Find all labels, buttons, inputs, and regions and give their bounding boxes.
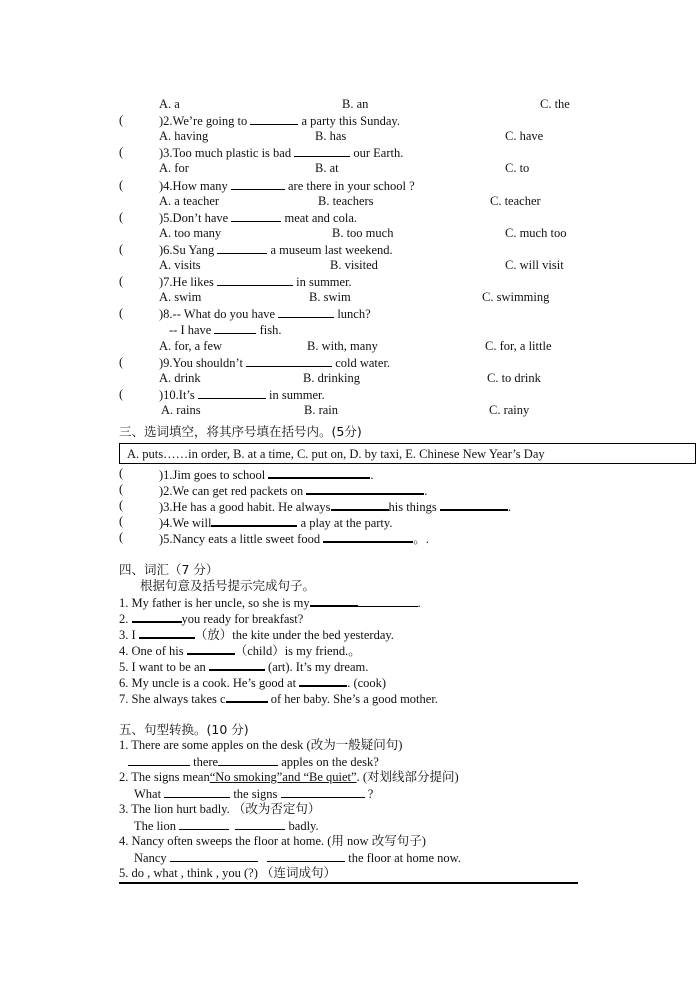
q8-option-c: C. for, a little <box>485 339 552 353</box>
q6-option-c: C. will visit <box>505 258 564 272</box>
p5-s1-answer: there apples on the desk? <box>128 754 379 770</box>
p4-item-5: 5. I want to be an (art). It’s my dream. <box>119 660 369 674</box>
q9-paren: ( <box>119 355 124 369</box>
q2-option-c: C. have <box>505 129 544 143</box>
q8-paren: ( <box>119 306 124 320</box>
p3-item-3-paren: ( <box>119 498 124 512</box>
p5-s5-question: 5. do , what , think , you (?) （连词成句） <box>119 866 336 880</box>
p3-item-3: )3.He has a good habit. He always his things . <box>159 500 512 514</box>
section-4-instruction: 根据句意及括号提示完成句子。 <box>140 578 316 593</box>
p3-item-2-paren: ( <box>119 482 124 496</box>
q9-option-c: C. to drink <box>487 371 541 385</box>
q5-option-a: A. too many <box>159 226 222 240</box>
q10-option-b: B. rain <box>304 403 339 417</box>
q2-option-b: B. has <box>315 129 347 143</box>
p3-item-4: )4.We will a play at the party. <box>159 516 393 530</box>
q4-option-c: C. teacher <box>490 194 541 208</box>
p3-item-4-paren: ( <box>119 514 124 528</box>
q9-option-a: A. drink <box>159 371 201 385</box>
p4-item-7: 7. She always takes c of her baby. She’s a good mother. <box>119 692 438 706</box>
p3-item-5-paren: ( <box>119 530 124 544</box>
p4-item-2: 2. you ready for breakfast? <box>119 612 304 626</box>
q3-paren: ( <box>119 145 124 159</box>
section-5-heading: 五、句型转换。(10 分) <box>119 722 249 737</box>
q6-paren: ( <box>119 242 124 256</box>
answer-line <box>119 882 578 884</box>
q2-option-a: A. having <box>159 129 209 143</box>
q10-option-a: A. rains <box>161 403 201 417</box>
q3-option-c: C. to <box>505 161 530 175</box>
q10-option-c: C. rainy <box>489 403 530 417</box>
q6-option-a: A. visits <box>159 258 201 272</box>
q6-option-b: B. visited <box>330 258 378 272</box>
question-8: )8.-- What do you have lunch? <box>159 307 371 321</box>
q7-option-a: A. swim <box>159 290 202 304</box>
q8-option-a: A. for, a few <box>159 339 223 353</box>
word-bank-options: A. puts……in order, B. at a time, C. put on, D. by taxi, E. Chinese New Year’s Day <box>127 447 545 461</box>
q4-paren: ( <box>119 178 124 192</box>
section-4-heading: 四、词汇（7 分） <box>119 562 219 577</box>
p4-item-4: 4. One of his （child）is my friend.。 <box>119 644 361 658</box>
question-6: )6.Su Yang a museum last weekend. <box>159 243 393 257</box>
q4-option-b: B. teachers <box>318 194 374 208</box>
q2-paren: ( <box>119 113 124 127</box>
q4-option-a: A. a teacher <box>159 194 220 208</box>
question-5: )5.Don’t have meat and cola. <box>159 211 358 225</box>
q10-paren: ( <box>119 387 124 401</box>
p4-item-6: 6. My uncle is a cook. He’s good at . (cook) <box>119 676 387 690</box>
p5-s4-question: 4. Nancy often sweeps the floor at home. (用 now 改写句子) <box>119 834 426 848</box>
p3-item-1: )1.Jim goes to school . <box>159 468 374 482</box>
q3-option-a: A. for <box>159 161 189 175</box>
q5-paren: ( <box>119 210 124 224</box>
p5-s3-answer: The lion badly. <box>134 819 319 833</box>
q5-option-b: B. too much <box>332 226 394 240</box>
q1-option-a: A. a <box>159 97 180 111</box>
question-7: )7.He likes in summer. <box>159 275 352 289</box>
p5-s2-question: 2. The signs mean“No smoking”and “Be quiet”. (对划线部分提问) <box>119 770 459 784</box>
q7-option-c: C. swimming <box>482 290 550 304</box>
q8-option-b: B. with, many <box>307 339 378 353</box>
q1-option-c: C. the <box>540 97 570 111</box>
question-2: )2.We’re going to a party this Sunday. <box>159 114 400 128</box>
q5-option-c: C. much too <box>505 226 567 240</box>
p3-item-5: )5.Nancy eats a little sweet food 。. <box>159 532 429 546</box>
section-3-heading: 三、选词填空，将其序号填在括号内。(5分) <box>119 424 362 439</box>
question-3: )3.Too much plastic is bad our Earth. <box>159 146 404 160</box>
p5-s2-answer: What the signs ? <box>134 787 374 801</box>
p5-s4-answer: Nancy the floor at home now. <box>134 851 461 865</box>
q7-paren: ( <box>119 274 124 288</box>
question-9: )9.You shouldn’t cold water. <box>159 356 391 370</box>
p5-s3-question: 3. The lion hurt badly. （改为否定句） <box>119 802 321 816</box>
p5-s1-question: 1. There are some apples on the desk (改为一般疑问句) <box>119 738 403 752</box>
p4-item-3: 3. I （放）the kite under the bed yesterday. <box>119 628 394 642</box>
question-4: )4.How many are there in your school ? <box>159 179 415 193</box>
question-8-line2: -- I have fish. <box>169 323 282 337</box>
q9-option-b: B. drinking <box>303 371 360 385</box>
p4-item-1: 1. My father is her uncle, so she is my . <box>119 596 421 610</box>
q7-option-b: B. swim <box>309 290 351 304</box>
p3-item-1-paren: ( <box>119 466 124 480</box>
q3-option-b: B. at <box>315 161 339 175</box>
q1-option-b: B. an <box>342 97 369 111</box>
question-10: )10.It’s in summer. <box>159 388 325 402</box>
p3-item-2: )2.We can get red packets on . <box>159 484 428 498</box>
